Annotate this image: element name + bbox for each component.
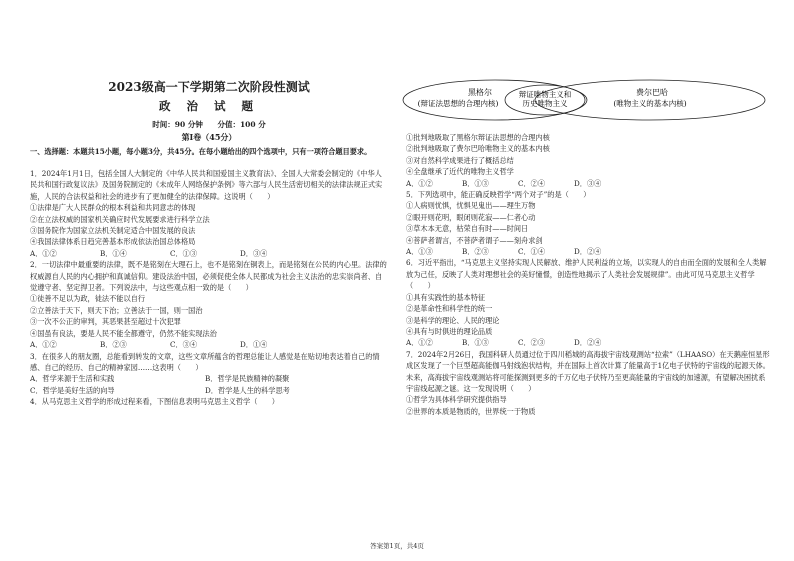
choice: C．③④ <box>170 340 198 350</box>
question-6-stem: 6．习近平指出，“马克思主义坚持实现人民解放、维护人民利益的立场，以实现人的自由而全面的发展和全人类解放为己任，反映了人类对理想社会的美好憧憬，创造性地揭示了人类社会发展规律”。由此可见马克思主义哲学（ ） <box>406 258 767 291</box>
choice: A．①② <box>406 178 433 188</box>
question-2-option: ②立善法于天下，则天下治；立善法于一国，则一国治 <box>30 305 203 315</box>
choice: C．①③ <box>170 248 198 258</box>
choice: C．哲学是美好生活的向导 <box>30 385 115 395</box>
question-6-option: ④具有与时俱进的理论品质 <box>406 326 493 336</box>
question-1-choices <box>30 248 388 259</box>
question-2-choices <box>30 339 388 350</box>
philosophy-venn-diagram <box>400 78 770 130</box>
section-instructions: 一、选择题：本题共15小题，每小题3分，共45分。在每小题给出的四个选项中，只有一项符合题目要求。 <box>30 147 372 156</box>
question-1-option: ③国务院作为国家立法机关制定适合中国发展的良法 <box>30 226 196 236</box>
choice: D．②④ <box>574 338 602 348</box>
question-5-option: ③草木本无意，枯荣自有时——时间日 <box>406 224 529 234</box>
choice: D．①④ <box>240 340 268 350</box>
question-6-option: ①具有实践性的基本特征 <box>406 292 486 302</box>
choice: A．①③ <box>406 247 433 257</box>
question-3-stem: 3．在很多人的朋友圈，总能看到转发的文章，这些文章所蕴含的哲理总能让人感觉是在贴切地表达着自己的情感、自己的经历、自己的精神家园……这表明（ ） <box>30 351 380 372</box>
volume-heading: 第Ⅰ卷（45分） <box>181 132 237 142</box>
question-4-stem: 4．从马克思主义哲学的形成过程来看，下图信息表明马克思主义哲学（ ） <box>30 397 279 407</box>
question-2-option: ④国虽有良法，要是人民不能全都遵守，仍然不能实现法治 <box>30 328 217 338</box>
left-column <box>30 168 388 408</box>
choice: D．②④ <box>574 247 602 257</box>
question-7-option: ②世界的本质是物质的，世界统一于物质 <box>406 406 536 416</box>
hegel-label: 黑格尔 <box>468 88 492 97</box>
hegel-sub-label: (辩证法思想的合理内核) <box>417 99 499 108</box>
question-7-option: ①哲学为具体科学研究提供指导 <box>406 395 507 405</box>
choice: A．哲学来源于生活和实践 <box>30 374 115 384</box>
question-1-option: ④我国法律体系日趋完善基本形成依法治国总体格局 <box>30 237 196 247</box>
choice: D．哲学是人生的科学思考 <box>205 385 290 395</box>
marxism-label-line1: 辩证唯物主义和 <box>518 90 572 99</box>
choice: B．哲学是民族精神的凝聚 <box>205 374 290 384</box>
exam-score: 分值：100 分 <box>217 120 266 129</box>
question-3-choices-row1 <box>30 373 388 384</box>
question-2-option: ①徒善不足以为政，徒法不能以自行 <box>30 294 146 304</box>
choice: B．①③ <box>462 178 489 188</box>
question-7-stem: 7．2024年2月26日，我国科研人员通过位于四川稻城的高海拔宇宙线观测站“拉索”（LHAASO）在天鹅座恒星形成区发现了一个巨型超高能伽马射线泡状结构，并在国际上首次计算了能量高于1亿电子伏特的宇宙线的起源天体。未来，高海拔宇宙线观测站将可能探测到更多的千万亿电子伏特乃至更高能量的宇宙线的加速源，有望解决困扰系宇宙线起源之谜。这一发现说明（ ） <box>406 349 770 393</box>
choice: A．①② <box>30 248 57 258</box>
question-5-option: ②眼开则花明，眼闭则花寂——仁者心动 <box>406 212 536 222</box>
question-1-stem: 1．2024年1月1日，包括全国人大制定的《中华人民共和国爱国主义教育法》、全国人大常委会制定的《中华人民共和国行政复议法》及国务院制定的《未成年人网络保护条例》等六部与人民生活密切相关的法律法规正式实施，人民的合法权益和社会的进步有了更加健全的法律保障。这说明（ ） <box>30 169 383 201</box>
exam-title: 2023级高一下学期第二次阶段性测试 <box>108 80 310 94</box>
choice: C．②③ <box>518 338 546 348</box>
question-2-stem: 2．一切法律中最重要的法律，既不是铭刻在大理石上，也不是铭刻在铜表上，而是铭刻在公民的内心里。法律的权威源自人民的内心拥护和真诚信仰。建设法治中国，必须促使全体人民都成为社会主义法治的忠实崇尚者、自觉遵守者、坚定捍卫者。下列说法中，与这些观点相一致的是（ ） <box>30 260 387 293</box>
question-2-option: ③一次不公正的审判，其恶果甚至超过十次犯罪 <box>30 317 181 327</box>
right-column <box>406 132 772 417</box>
question-6-choices <box>406 337 772 348</box>
question-5-option: ①人病则忧惧，忧惧见鬼出——理生万物 <box>406 201 536 211</box>
choice: C．①④ <box>518 247 546 257</box>
exam-meta <box>30 119 388 130</box>
feuerbach-label: 费尔巴哈 <box>636 88 668 97</box>
question-4-choices <box>406 178 772 189</box>
choice: C．②④ <box>518 178 546 188</box>
question-4-option: ②批判地吸取了费尔巴哈唯物主义的基本内核 <box>406 144 550 154</box>
question-5-choices <box>406 246 772 257</box>
marxism-label-line2: 历史唯物主义 <box>522 99 568 108</box>
question-6-option: ②是革命性和科学性的统一 <box>406 304 493 314</box>
choice: B．②③ <box>100 340 127 350</box>
question-4-option: ④全盘继承了近代的唯物主义哲学 <box>406 167 514 177</box>
question-4-option: ③对自然科学成果进行了概括总结 <box>406 155 514 165</box>
question-1-option: ①法律是广大人民群众的根本利益和共同意志的体现 <box>30 203 196 213</box>
choice: D．③④ <box>240 248 268 258</box>
choice: B．①④ <box>100 248 127 258</box>
question-5-stem: 5．下列选项中，能正确反映哲学“两个对子”的是（ ） <box>406 190 591 200</box>
question-3-choices-row2 <box>30 385 388 396</box>
question-5-option: ④菩萨者谓言，不菩萨者谓子——刻舟求剑 <box>406 235 543 245</box>
question-4-option: ①批判地吸取了黑格尔辩证法思想的合理内核 <box>406 133 550 142</box>
exam-time: 时间：90 分钟 <box>152 120 203 129</box>
question-1-option: ②在立法权威的国家机关确应时代发展要求进行科学立法 <box>30 214 210 224</box>
question-6-option: ③是科学的理论、人民的理论 <box>406 315 500 325</box>
page-footer: 答案第1页，共4页 <box>370 542 424 550</box>
choice: B．②③ <box>462 247 489 257</box>
choice: B．①③ <box>462 338 489 348</box>
choice: A．①② <box>30 340 57 350</box>
choice: D．③④ <box>574 178 602 188</box>
choice: A．①② <box>406 338 433 348</box>
subject-title: 政 治 试 题 <box>158 99 259 113</box>
feuerbach-sub-label: (唯物主义的基本内核) <box>613 99 687 108</box>
